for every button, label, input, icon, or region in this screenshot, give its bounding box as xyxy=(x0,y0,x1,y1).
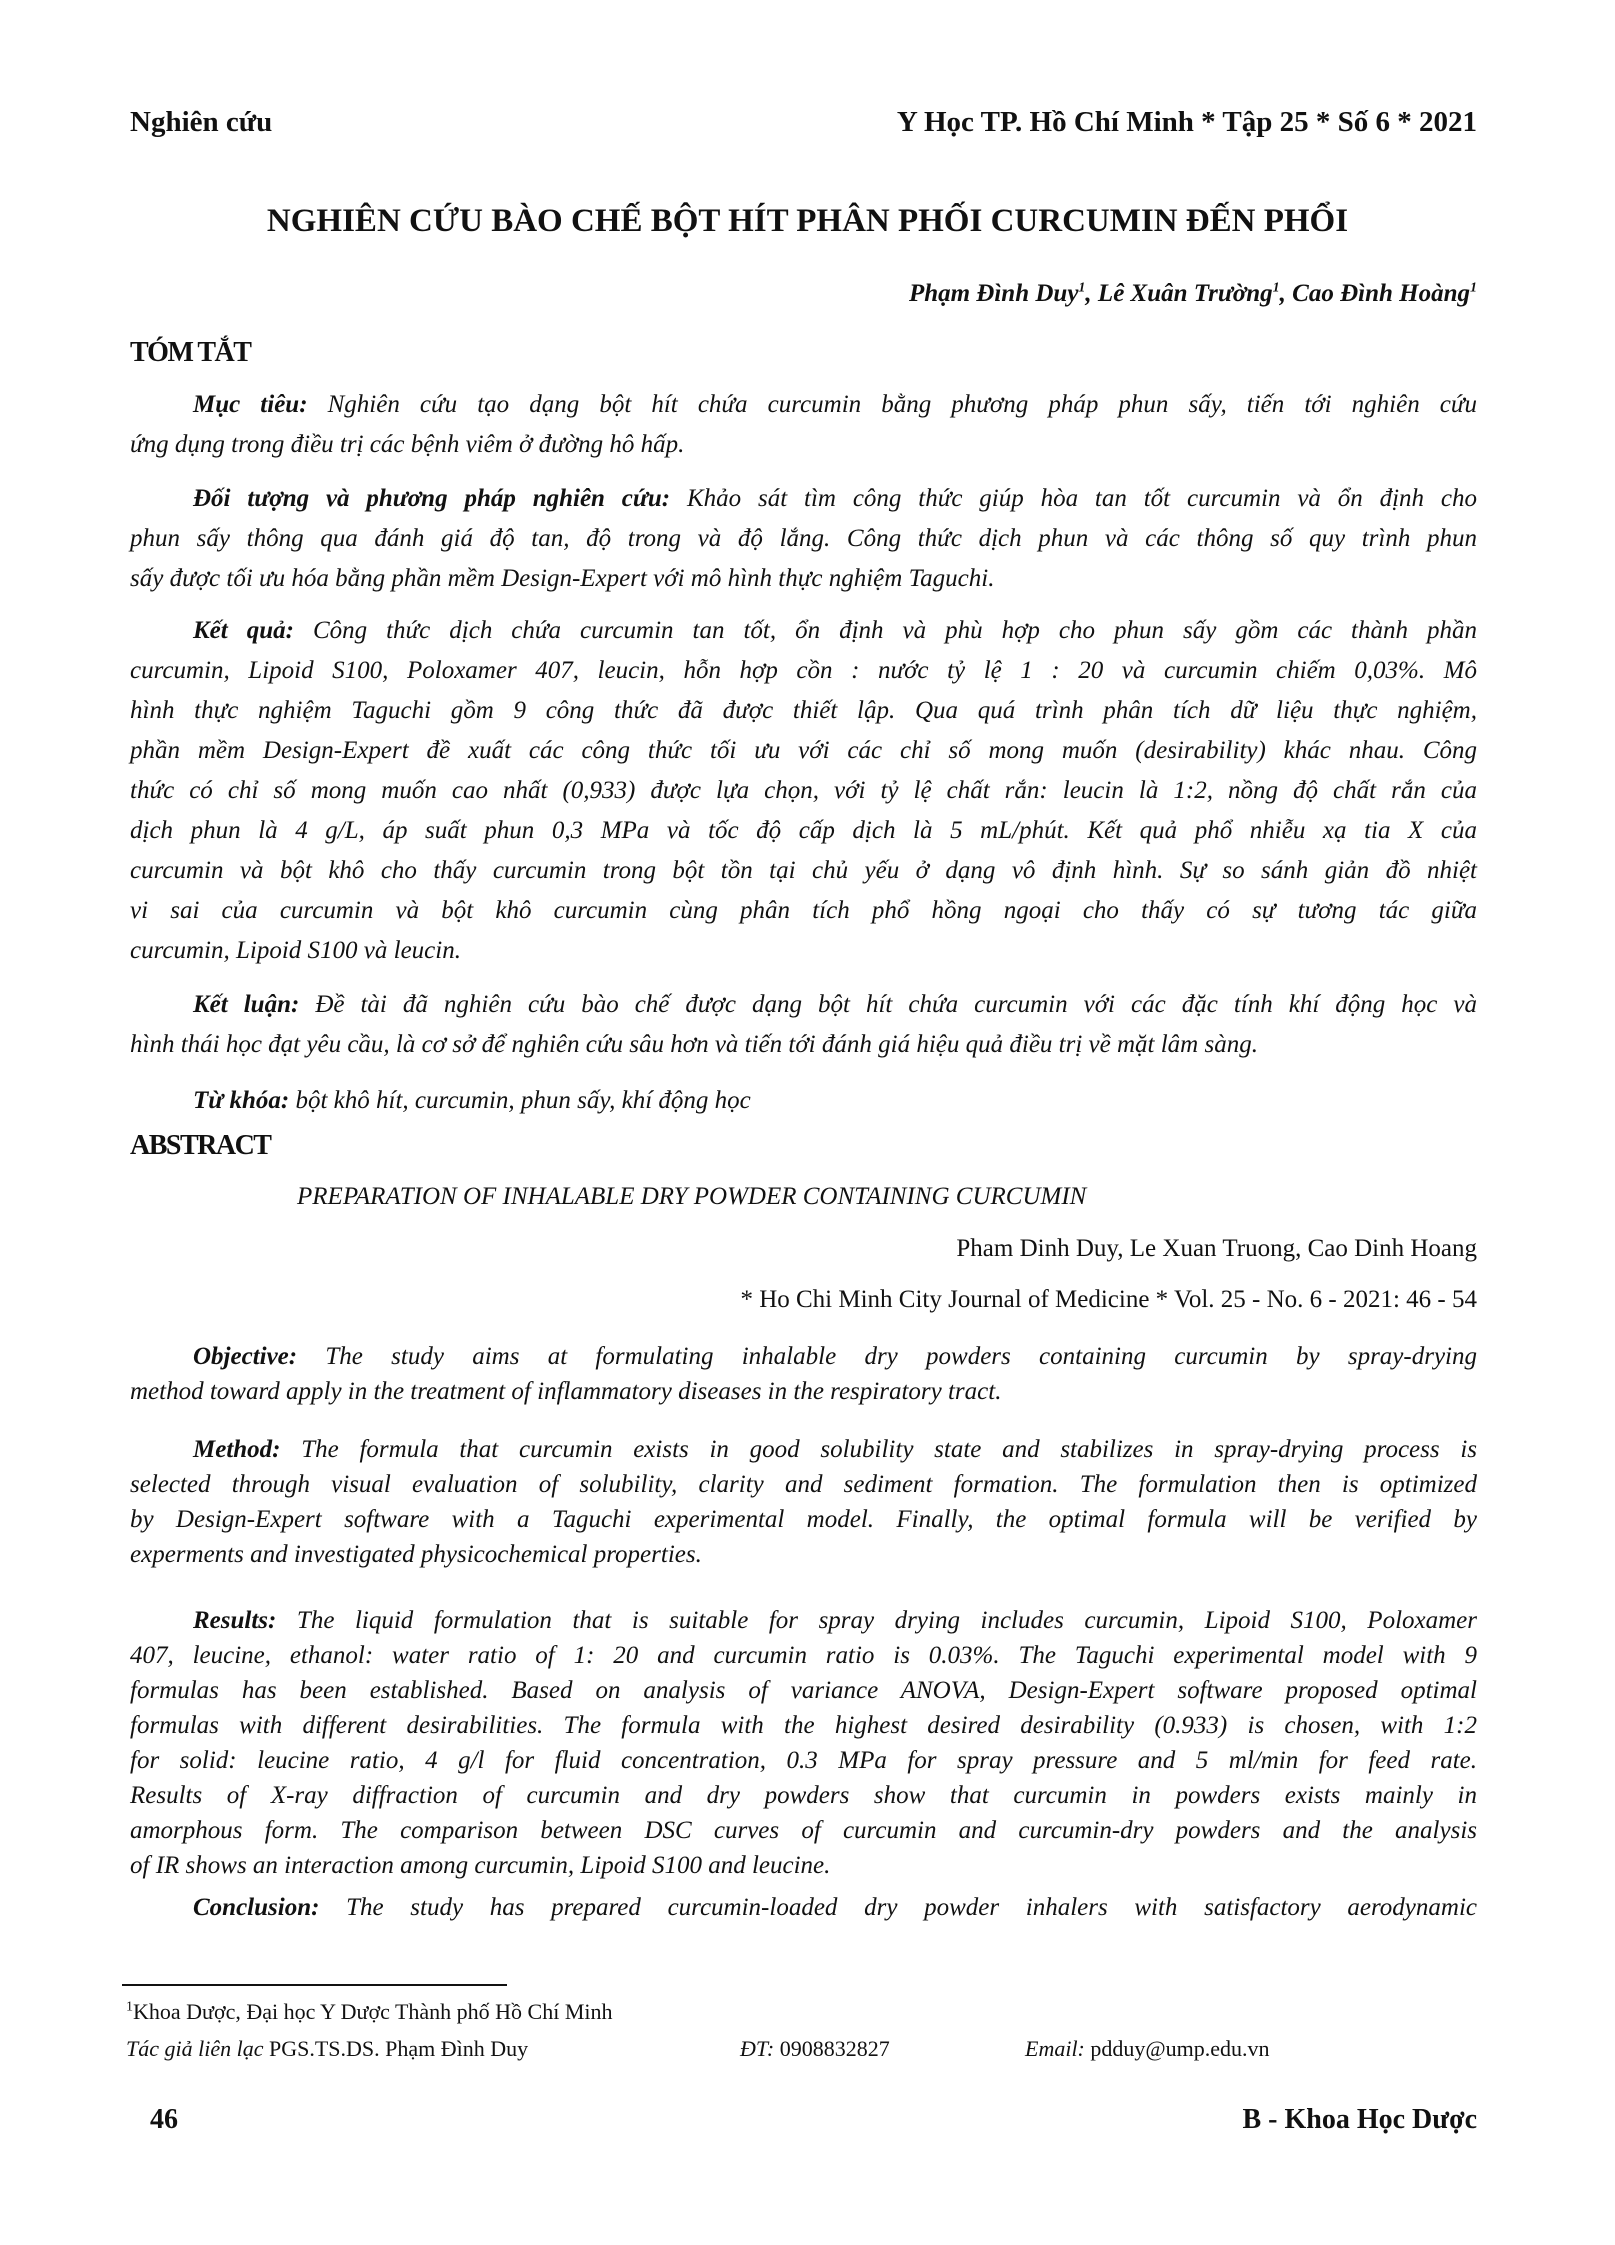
text-line xyxy=(130,1778,1477,1813)
text-line xyxy=(130,771,1477,811)
paragraph xyxy=(130,611,1477,971)
paragraph-text: hình thái học đạt yêu cầu, là cơ sở để nghiên cứu sâu hơn và tiến tới đánh giá hiệu quả điều trị về mặt lâm sàng. xyxy=(130,1031,1258,1058)
paragraph-text: Khảo sát tìm công thức giúp hòa tan tốt curcumin và ổn định cho xyxy=(686,485,1478,512)
author-separator: , xyxy=(1085,280,1098,307)
email-label: Email: xyxy=(1025,2036,1085,2061)
paragraph-label: Method: xyxy=(193,1436,281,1463)
paragraph-text: Results of X-ray diffraction of curcumin and dry powders show that curcumin in powders exists mainly in xyxy=(130,1782,1477,1809)
paragraph-text: curcumin và bột khô cho thấy curcumin trong bột tồn tại chủ yếu ở dạng vô định hình. Sự so sánh giản đồ nhiệt xyxy=(130,857,1477,884)
paragraph-text: ứng dụng trong điều trị các bệnh viêm ở đường hô hấp. xyxy=(130,431,685,458)
text-line xyxy=(130,811,1477,851)
author-separator: , xyxy=(1279,280,1293,307)
text-line xyxy=(130,1081,1477,1121)
paragraph-text: The liquid formulation that is suitable for spray drying includes curcumin, Lipoid S100, Poloxamer xyxy=(296,1607,1478,1634)
text-line xyxy=(130,479,1477,519)
paragraph-text: curcumin, Lipoid S100, Poloxamer 407, leucin, hỗn hợp cồn : nước tỷ lệ 1 : 20 và curcumin chiếm 0,03%. Mô xyxy=(130,657,1477,684)
text-line xyxy=(130,425,1477,465)
text-line xyxy=(130,1673,1477,1708)
text-line xyxy=(130,691,1477,731)
footnote-phone xyxy=(740,2036,890,2062)
text-line xyxy=(130,931,1477,971)
text-line xyxy=(130,1374,1477,1409)
paragraph-text: phun sấy thông qua đánh giá độ tan, độ trong và độ lắng. Công thức dịch phun và các thông số quy trình phun xyxy=(130,525,1477,552)
text-line xyxy=(130,1743,1477,1778)
paragraph-text: dịch phun là 4 g/L, áp suất phun 0,3 MPa và tốc độ cấp dịch là 5 mL/phút. Kết quả phổ nhiễu xạ tia X của xyxy=(130,817,1477,844)
text-line xyxy=(130,851,1477,891)
footnote-marker: 1 xyxy=(126,1999,133,2015)
phone-label: ĐT: xyxy=(740,2036,775,2061)
text-line xyxy=(130,1603,1477,1638)
email-address[interactable]: pdduy@ump.edu.vn xyxy=(1090,2036,1270,2061)
paragraph-text: bột khô hít, curcumin, phun sấy, khí động học xyxy=(295,1087,751,1114)
affiliation-marker: 1 xyxy=(1470,280,1477,296)
article-title: NGHIÊN CỨU BÀO CHẾ BỘT HÍT PHÂN PHỐI CURCUMIN ĐẾN PHỔI xyxy=(266,203,1349,239)
text-line xyxy=(130,1467,1477,1502)
paragraph-text: Nghiên cứu tạo dạng bột hít chứa curcumin bằng phương pháp phun sấy, tiến tới nghiên cứu xyxy=(327,391,1478,418)
paragraph-text: selected through visual evaluation of solubility, clarity and sediment formation. The formulation then is optimized xyxy=(130,1471,1477,1498)
paragraph-text: formulas has been established. Based on analysis of variance ANOVA, Design-Expert software proposed optimal xyxy=(130,1677,1477,1704)
paragraph-text: hình thực nghiệm Taguchi gồm 9 công thức đã được thiết lập. Qua quá trình phân tích dữ liệu thực nghiệm, xyxy=(130,697,1477,724)
contact-name: PGS.TS.DS. Phạm Đình Duy xyxy=(268,2036,529,2061)
paragraph-label: Objective: xyxy=(193,1343,298,1370)
paragraph-text: The study aims at formulating inhalable dry powders containing curcumin by spray-drying xyxy=(325,1343,1478,1370)
paragraph-text: thức có chỉ số mong muốn cao nhất (0,933) được lựa chọn, với tỷ lệ chất rắn: leucin là 1:2, nồng độ chất rắn của xyxy=(130,777,1477,804)
text-line xyxy=(130,1432,1477,1467)
paragraph-text: The study has prepared curcumin-loaded dry powder inhalers with satisfactory aerodynamic xyxy=(346,1894,1478,1921)
author-list xyxy=(909,280,1477,308)
text-line xyxy=(130,611,1477,651)
section-heading-tom-tat: TÓM TẮT xyxy=(130,337,251,368)
text-line xyxy=(130,1638,1477,1673)
paragraph xyxy=(130,385,1477,465)
text-line xyxy=(130,385,1477,425)
text-line xyxy=(130,891,1477,931)
footer-section: B - Khoa Học Dược xyxy=(1242,2104,1477,2135)
paragraph xyxy=(130,1890,1477,1925)
section-heading-abstract: ABSTRACT xyxy=(130,1130,271,1161)
paragraph-text: Công thức dịch chứa curcumin tan tốt, ổn định và phù hợp cho phun sấy gồm các thành phần xyxy=(312,617,1477,644)
footnote-affiliation xyxy=(126,1999,613,2025)
paragraph-text: formulas with different desirabilities. The formula with the highest desired desirability (0.933) is chosen, with 1:2 xyxy=(130,1712,1477,1739)
paragraph xyxy=(130,1432,1477,1572)
affiliation-marker: 1 xyxy=(1078,280,1086,296)
text-line xyxy=(130,651,1477,691)
author-name: Cao Đình Hoàng xyxy=(1292,280,1470,307)
paragraph-text: by Design-Expert software with a Taguchi experimental model. Finally, the optimal formula will be verified by xyxy=(130,1506,1477,1533)
paragraph-text: vi sai của curcumin và bột khô curcumin cùng phân tích phổ hồng ngoại cho thấy có sự tương tác giữa xyxy=(130,897,1477,924)
text-line xyxy=(130,519,1477,559)
paragraph-text: amorphous form. The comparison between DSC curves of curcumin and curcumin-dry powders and the analysis xyxy=(130,1817,1477,1844)
citation: * Ho Chi Minh City Journal of Medicine * Vol. 25 - No. 6 - 2021: 46 - 54 xyxy=(740,1286,1477,1313)
paragraph-text: of IR shows an interaction among curcumin, Lipoid S100 and leucine. xyxy=(130,1852,831,1879)
paragraph-label: Kết quả: xyxy=(193,617,294,644)
text-line xyxy=(130,1502,1477,1537)
contact-label: Tác giả liên lạc xyxy=(126,2036,264,2061)
running-header-right: Y Học TP. Hồ Chí Minh * Tập 25 * Số 6 * 2021 xyxy=(896,106,1477,138)
text-line xyxy=(130,559,1477,599)
paragraph-label: Kết luận: xyxy=(193,991,300,1018)
phone-number: 0908832827 xyxy=(779,2036,890,2061)
text-line xyxy=(130,1890,1477,1925)
paragraph-label: Conclusion: xyxy=(193,1894,320,1921)
text-line xyxy=(130,985,1477,1025)
text-line xyxy=(130,731,1477,771)
paragraph-text: curcumin, Lipoid S100 và leucin. xyxy=(130,937,461,964)
running-header-left: Nghiên cứu xyxy=(130,106,273,138)
paragraph-text: 407, leucine, ethanol: water ratio of 1: 20 and curcumin ratio is 0.03%. The Taguchi experimental model with 9 xyxy=(130,1642,1477,1669)
page-number: 46 xyxy=(150,2104,178,2135)
paragraph-label: Từ khóa: xyxy=(193,1087,290,1114)
author-name: Phạm Đình Duy xyxy=(908,280,1079,307)
english-authors: Pham Dinh Duy, Le Xuan Truong, Cao Dinh Hoang xyxy=(956,1235,1477,1262)
text-line xyxy=(130,1339,1477,1374)
footnote-email xyxy=(1025,2036,1270,2062)
affiliation-text: Khoa Dược, Đại học Y Dược Thành phố Hồ Chí Minh xyxy=(133,1999,613,2024)
footnote-contact xyxy=(126,2036,528,2062)
paragraph-text: sấy được tối ưu hóa bằng phần mềm Design-Expert với mô hình thực nghiệm Taguchi. xyxy=(130,565,995,592)
footnote-divider xyxy=(122,1984,507,1986)
paragraph-text: method toward apply in the treatment of inflammatory diseases in the respiratory tract. xyxy=(130,1378,1002,1405)
paragraph xyxy=(130,1603,1477,1883)
text-line xyxy=(130,1813,1477,1848)
text-line xyxy=(130,1848,1477,1883)
paragraph-text: phần mềm Design-Expert đề xuất các công thức tối ưu với các chỉ số mong muốn (desirability) khác nhau. Công xyxy=(130,737,1477,764)
author-name: Lê Xuân Trường xyxy=(1097,280,1273,307)
paragraph-text: The formula that curcumin exists in good solubility state and stabilizes in spray-drying process is xyxy=(301,1436,1478,1463)
paragraph-label: Results: xyxy=(193,1607,277,1634)
paragraph-label: Mục tiêu: xyxy=(193,391,308,418)
english-title: PREPARATION OF INHALABLE DRY POWDER CONTAINING CURCUMIN xyxy=(297,1183,1087,1210)
paragraph-text: Đề tài đã nghiên cứu bào chế được dạng bột hít chứa curcumin với các đặc tính khí động học và xyxy=(315,991,1477,1018)
paragraph-label: Đối tượng và phương pháp nghiên cứu: xyxy=(193,485,671,512)
paragraph xyxy=(130,1081,1477,1121)
paragraph-text: experments and investigated physicochemical properties. xyxy=(130,1541,702,1568)
text-line xyxy=(130,1708,1477,1743)
text-line xyxy=(130,1025,1477,1065)
paragraph-text: for solid: leucine ratio, 4 g/l for fluid concentration, 0.3 MPa for spray pressure and 5 ml/min for feed rate. xyxy=(130,1747,1477,1774)
paragraph xyxy=(130,1339,1477,1409)
affiliation-marker: 1 xyxy=(1272,280,1280,296)
text-line xyxy=(130,1537,1477,1572)
paragraph xyxy=(130,479,1477,599)
paragraph xyxy=(130,985,1477,1065)
